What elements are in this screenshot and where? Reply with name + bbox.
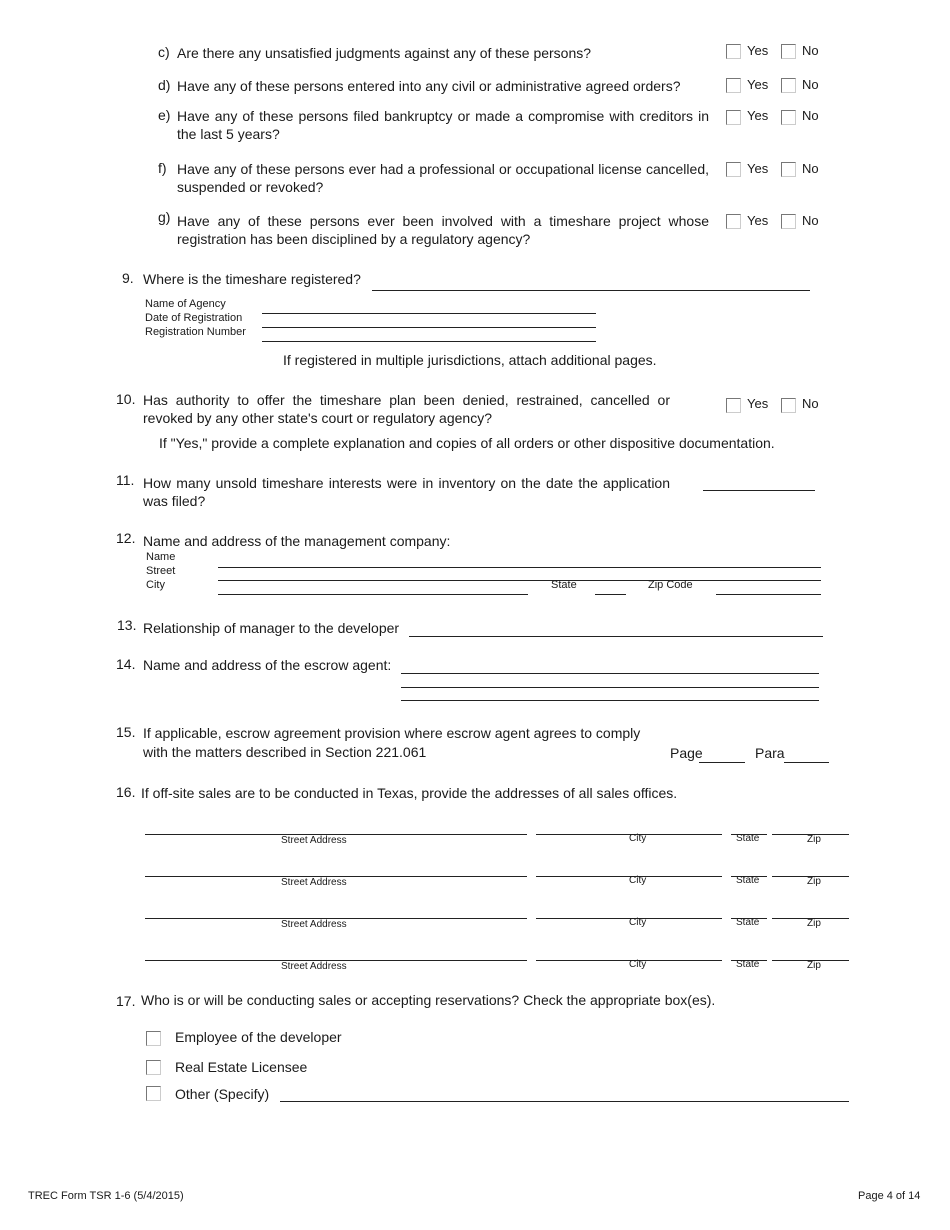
office-street-input[interactable]: [145, 946, 527, 961]
city-label: City: [629, 833, 647, 844]
state-label: State: [736, 959, 760, 970]
q8e-text: Have any of these persons filed bankruptcy or made a compromise with creditors in the last 5 years?: [177, 108, 709, 142]
no-label: No: [802, 213, 819, 228]
q8e-letter: e): [158, 107, 171, 123]
manager-relationship-input[interactable]: [409, 622, 823, 637]
q14-number: 14.: [116, 656, 136, 672]
q17-number: 17.: [116, 993, 136, 1009]
q12-number: 12.: [116, 530, 136, 546]
real-estate-licensee-label: Real Estate Licensee: [175, 1059, 308, 1075]
q8e-no-checkbox[interactable]: [781, 110, 796, 125]
mgmt-state-input[interactable]: [595, 580, 626, 595]
street-address-label: Street Address: [281, 961, 347, 972]
q8f-no-checkbox[interactable]: [781, 162, 796, 177]
mgmt-state-label: State: [551, 579, 577, 591]
city-label: City: [629, 917, 647, 928]
zip-label: Zip: [807, 876, 821, 887]
other-specify-checkbox[interactable]: [146, 1086, 161, 1101]
q15-page-label: Page: [670, 745, 703, 761]
q15-line1: If applicable, escrow agreement provision where escrow agent agrees to comply: [143, 725, 641, 741]
q15-line2: with the matters described in Section 221.061: [143, 744, 427, 760]
q10-note: If "Yes," provide a complete explanation and copies of all orders or other dispositive documentation.: [159, 435, 775, 451]
no-label: No: [802, 77, 819, 92]
q16-number: 16.: [116, 784, 136, 800]
q8f-letter: f): [158, 160, 167, 176]
q10-no-checkbox[interactable]: [781, 398, 796, 413]
office-street-input[interactable]: [145, 862, 527, 877]
mgmt-name-label: Name: [146, 551, 176, 563]
street-address-label: Street Address: [281, 877, 347, 888]
q8d-no-checkbox[interactable]: [781, 78, 796, 93]
city-label: City: [629, 875, 647, 886]
form-id: TREC Form TSR 1-6 (5/4/2015): [28, 1190, 184, 1202]
employee-of-developer-checkbox[interactable]: [146, 1031, 161, 1046]
other-specify-input[interactable]: [280, 1087, 849, 1102]
q11-number: 11.: [116, 472, 135, 488]
other-specify-label: Other (Specify): [175, 1086, 270, 1102]
office-street-input[interactable]: [145, 820, 527, 835]
street-address-label: Street Address: [281, 835, 347, 846]
no-label: No: [802, 108, 819, 123]
yes-label: Yes: [747, 213, 769, 228]
escrow-agent-line3-input[interactable]: [401, 686, 819, 701]
q9-text: Where is the timeshare registered?: [143, 271, 361, 287]
q10-yes-checkbox[interactable]: [726, 398, 741, 413]
yes-label: Yes: [747, 77, 769, 92]
q8c-yes-checkbox[interactable]: [726, 44, 741, 59]
zip-label: Zip: [807, 918, 821, 929]
mgmt-city-input[interactable]: [218, 580, 528, 595]
q15-number: 15.: [116, 724, 136, 740]
q15-para-input[interactable]: [784, 748, 829, 763]
agency-label: Name of Agency: [145, 298, 226, 310]
q8g-letter: g): [158, 209, 171, 225]
q8d-yes-checkbox[interactable]: [726, 78, 741, 93]
q9-note: If registered in multiple jurisdictions, attach additional pages.: [283, 352, 657, 368]
page-number: Page 4 of 14: [858, 1190, 921, 1202]
yes-label: Yes: [747, 161, 769, 176]
q12-text: Name and address of the management company:: [143, 533, 451, 549]
yes-label: Yes: [747, 43, 769, 58]
q8d-letter: d): [158, 77, 171, 93]
q13-number: 13.: [117, 617, 137, 633]
q13-text: Relationship of manager to the developer: [143, 620, 400, 636]
escrow-agent-line1-input[interactable]: [401, 659, 819, 674]
state-label: State: [736, 875, 760, 886]
q8c-no-checkbox[interactable]: [781, 44, 796, 59]
office-zip-input[interactable]: [772, 904, 849, 919]
no-label: No: [802, 43, 819, 58]
no-label: No: [802, 396, 819, 411]
zip-label: Zip: [807, 960, 821, 971]
q15-page-input[interactable]: [699, 748, 745, 763]
q8c-letter: c): [158, 44, 170, 60]
q10-number: 10.: [116, 391, 136, 407]
yes-label: Yes: [747, 108, 769, 123]
office-zip-input[interactable]: [772, 946, 849, 961]
mgmt-zip-label: Zip Code: [648, 579, 693, 591]
q8f-yes-checkbox[interactable]: [726, 162, 741, 177]
registration-number-input[interactable]: [262, 327, 596, 342]
q8g-yes-checkbox[interactable]: [726, 214, 741, 229]
q15-para-label: Para: [755, 745, 785, 761]
employee-of-developer-label: Employee of the developer: [175, 1029, 342, 1045]
registration-location-input[interactable]: [372, 276, 810, 291]
registration-date-input[interactable]: [262, 313, 596, 328]
no-label: No: [802, 161, 819, 176]
registration-number-label: Registration Number: [145, 326, 246, 338]
state-label: State: [736, 833, 760, 844]
q10-text: Has authority to offer the timeshare plan been denied, restrained, cancelled or revoked by any other state's court or regulatory agency?: [143, 392, 670, 426]
state-label: State: [736, 917, 760, 928]
real-estate-licensee-checkbox[interactable]: [146, 1060, 161, 1075]
office-street-input[interactable]: [145, 904, 527, 919]
q14-text: Name and address of the escrow agent:: [143, 657, 392, 673]
street-address-label: Street Address: [281, 919, 347, 930]
yes-label: Yes: [747, 396, 769, 411]
q9-number: 9.: [122, 270, 134, 286]
office-zip-input[interactable]: [772, 820, 849, 835]
unsold-interests-input[interactable]: [703, 476, 815, 491]
mgmt-street-input[interactable]: [218, 566, 821, 581]
zip-label: Zip: [807, 834, 821, 845]
date-of-registration-label: Date of Registration: [145, 312, 243, 324]
q8e-yes-checkbox[interactable]: [726, 110, 741, 125]
agency-name-input[interactable]: [262, 299, 596, 314]
mgmt-city-label: City: [146, 579, 165, 591]
q8g-no-checkbox[interactable]: [781, 214, 796, 229]
q8f-text: Have any of these persons ever had a professional or occupational license cancelled, suspended or revoked?: [177, 161, 709, 195]
q16-text: If off-site sales are to be conducted in Texas, provide the addresses of all sales offices.: [141, 785, 678, 801]
q8g-text: Have any of these persons ever been involved with a timeshare project whose registration has been disciplined by a regulatory agency?: [177, 213, 709, 247]
office-zip-input[interactable]: [772, 862, 849, 877]
q11-text: How many unsold timeshare interests were in inventory on the date the application was filed?: [143, 475, 670, 509]
city-label: City: [629, 959, 647, 970]
q8d-text: Have any of these persons entered into any civil or administrative agreed orders?: [177, 78, 681, 94]
q17-text: Who is or will be conducting sales or accepting reservations? Check the appropriate box(es).: [141, 992, 716, 1008]
mgmt-street-label: Street: [146, 565, 176, 577]
mgmt-zip-input[interactable]: [716, 580, 821, 595]
q8c-text: Are there any unsatisfied judgments against any of these persons?: [177, 45, 592, 61]
